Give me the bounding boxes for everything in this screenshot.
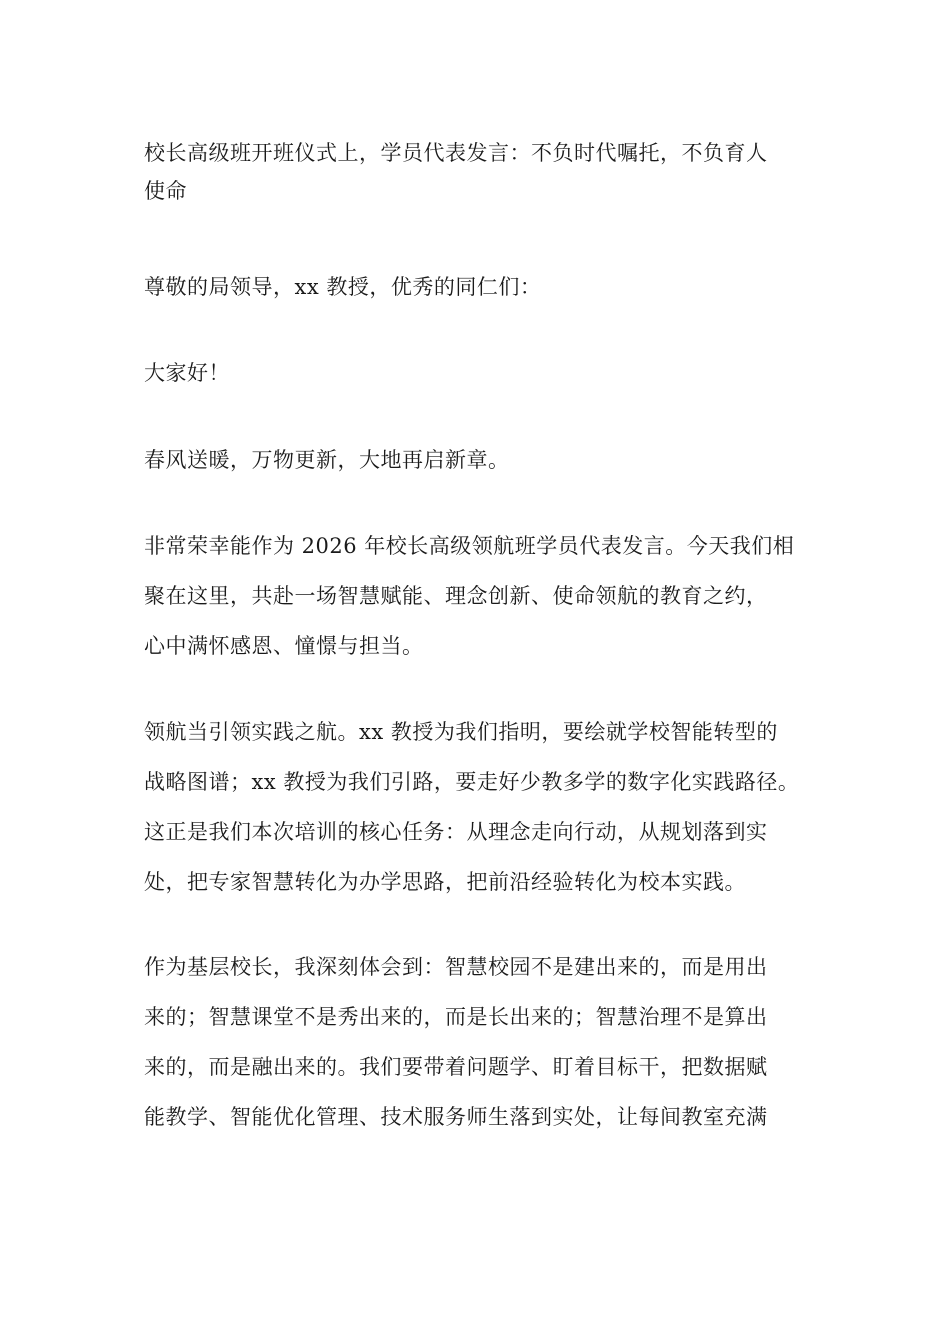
paragraph-line: 来的，而是融出来的。我们要带着问题学、盯着目标干，把数据赋 — [144, 1055, 768, 1079]
spacer — [144, 901, 824, 948]
document-body — [144, 134, 824, 1136]
document-title — [144, 134, 824, 210]
spacer — [144, 392, 824, 441]
paragraph-1 — [144, 441, 824, 479]
paragraph-2 — [144, 527, 824, 665]
paragraph-line: 春风送暖，万物更新，大地再启新章。 — [144, 448, 510, 472]
title-line: 校长高级班开班仪式上，学员代表发言：不负时代嘱托，不负育人 — [144, 141, 768, 165]
spacer — [144, 665, 824, 713]
paragraph-line: 领航当引领实践之航。xx 教授为我们指明，要绘就学校智能转型的 — [144, 720, 778, 744]
paragraph-line: 战略图谱；xx 教授为我们引路，要走好少教多学的数字化实践路径。 — [144, 770, 800, 794]
salutation: 尊敬的局领导，xx 教授，优秀的同仁们： — [144, 275, 542, 299]
paragraph-line: 这正是我们本次培训的核心任务：从理念走向行动，从规划落到实 — [144, 820, 768, 844]
title-line: 使命 — [144, 179, 187, 203]
spacer — [144, 306, 824, 354]
paragraph-line: 心中满怀感恩、憧憬与担当。 — [144, 634, 424, 658]
greeting: 大家好！ — [144, 361, 230, 385]
paragraph-line: 作为基层校长，我深刻体会到：智慧校园不是建出来的，而是用出 — [144, 955, 768, 979]
paragraph-line: 能教学、智能优化管理、技术服务师生落到实处，让每间教室充满 — [144, 1105, 768, 1129]
paragraph-3 — [144, 713, 824, 901]
paragraph-line: 非常荣幸能作为 2026 年校长高级领航班学员代表发言。今天我们相 — [144, 534, 795, 558]
spacer — [144, 479, 824, 527]
paragraph-line: 处，把专家智慧转化为办学思路，把前沿经验转化为校本实践。 — [144, 870, 746, 894]
paragraph-line: 来的；智慧课堂不是秀出来的，而是长出来的；智慧治理不是算出 — [144, 1005, 768, 1029]
paragraph-4 — [144, 948, 824, 1136]
spacer — [144, 210, 824, 268]
paragraph-line: 聚在这里，共赴一场智慧赋能、理念创新、使命领航的教育之约， — [144, 584, 768, 608]
